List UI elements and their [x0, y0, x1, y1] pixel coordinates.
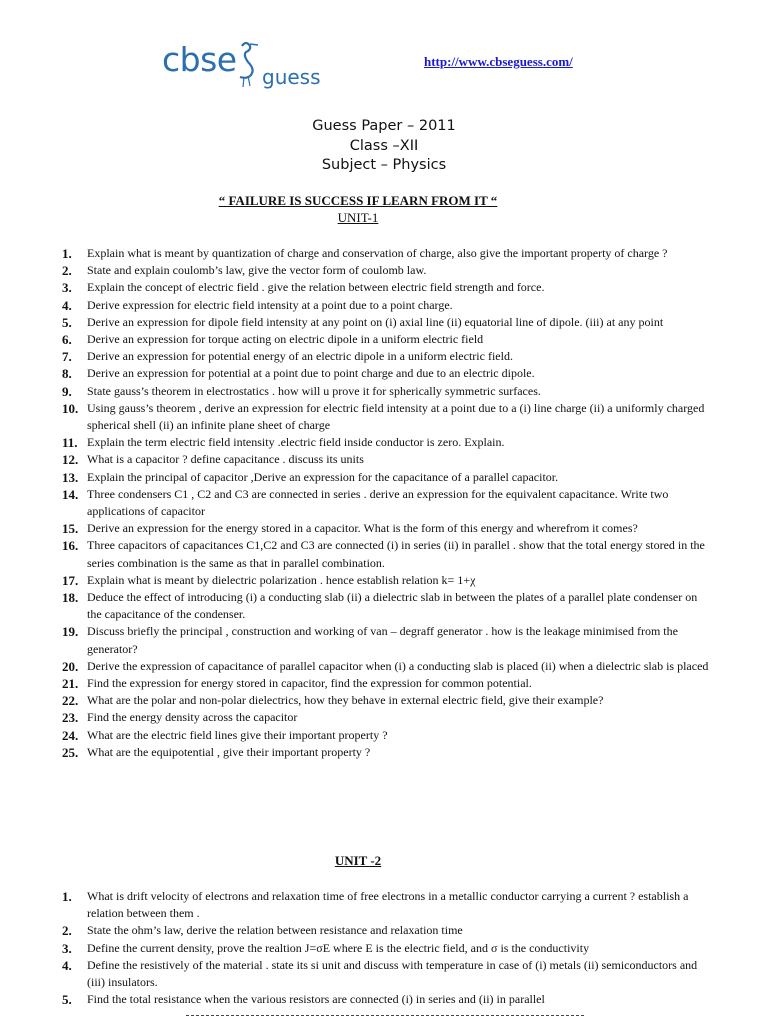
question-text: Derive the expression of capacitance of parallel capacitor when (i) a conducting slab is placed (ii) when a dielectric slab is placed [87, 658, 709, 673]
question-text: What are the electric field lines give their important property ? [87, 727, 388, 742]
question-item [62, 262, 712, 279]
question-text: Find the expression for energy stored in capacitor, find the expression for common potential. [87, 676, 532, 691]
question-number: 16. [62, 538, 79, 554]
question-text: Derive an expression for dipole field intensity at any point on (i) axial line (ii) equatorial line of dipole. (iii) at any point [87, 314, 664, 329]
question-text: Explain the principal of capacitor ,Derive an expression for the capacitance of a parallel capacitor. [87, 469, 559, 484]
question-text: Explain what is meant by quantization of charge and conservation of charge, also give the important property of charge ? [87, 246, 668, 260]
question-item [62, 537, 712, 571]
question-number: 5. [62, 992, 72, 1008]
question-item [62, 709, 712, 726]
question-number: 2. [62, 263, 72, 279]
question-item [62, 727, 712, 744]
unit-2-title: UNIT -2 [334, 853, 382, 868]
question-item [62, 623, 712, 657]
question-number: 7. [62, 349, 72, 365]
question-item [62, 520, 712, 537]
question-text: What are the polar and non-polar dielectrics, how they behave in external electric field, give their example? [87, 693, 604, 708]
question-item [62, 888, 712, 922]
question-number: 9. [62, 383, 72, 399]
question-item [62, 957, 712, 991]
question-text: What is a capacitor ? define capacitance . discuss its units [87, 452, 364, 467]
question-text: Explain the term electric field intensity .electric field inside conductor is zero. Explain. [87, 435, 505, 450]
question-item [62, 940, 712, 957]
question-number: 4. [62, 297, 72, 313]
question-text: Derive an expression for the energy stored in a capacitor. What is the form of this energy and wherefrom it comes? [87, 521, 638, 536]
question-text: Find the energy density across the capacitor [87, 710, 298, 725]
question-text: Derive an expression for torque acting on electric dipole in a uniform electric field [87, 332, 484, 347]
question-text: Deduce the effect of introducing (i) a conducting slab (ii) a dielectric slab in between the plates of a parallel plate condenser on the capacitance of the condenser. [87, 590, 698, 622]
unit-2-question-list [62, 888, 712, 1008]
question-number: 14. [62, 486, 79, 502]
question-item [62, 348, 712, 365]
logo-guess-text: guess [262, 65, 321, 89]
question-text: State the ohm’s law, derive the relation between resistance and relaxation time [87, 923, 463, 938]
question-number: 21. [62, 676, 79, 692]
question-number: 20. [62, 658, 79, 674]
question-number: 18. [62, 590, 79, 606]
question-item [62, 383, 712, 400]
question-number: 12. [62, 452, 79, 468]
question-item [62, 434, 712, 451]
question-text: What are the equipotential , give their important property ? [87, 744, 371, 759]
question-text: Discuss briefly the principal , construction and working of van – degraff generator . how is the leakage minimised from the generator? [87, 624, 678, 656]
question-text: Find the total resistance when the various resistors are connected (i) in series and (ii) in parallel [87, 992, 545, 1007]
question-item [62, 572, 712, 589]
question-item [62, 486, 712, 520]
question-number: 19. [62, 624, 79, 640]
question-number: 10. [62, 400, 79, 416]
question-number: 1. [62, 889, 72, 904]
question-number: 25. [62, 744, 79, 760]
question-number: 1. [62, 246, 72, 261]
question-text: Three condensers C1 , C2 and C3 are connected in series . derive an expression for the equivalent capacitance. Write two applications of capacitor [87, 486, 669, 519]
question-text: State gauss’s theorem in electrostatics . how will u prove it for spherically symmetric surfaces. [87, 383, 541, 398]
question-number: 13. [62, 469, 79, 485]
question-item [62, 922, 712, 939]
question-text: Derive an expression for potential at a point due to point charge and due to an electric dipole. [87, 366, 535, 381]
question-item [62, 658, 712, 675]
website-link[interactable]: http://www.cbseguess.com/ [424, 54, 573, 69]
question-number: 22. [62, 693, 79, 709]
question-item [62, 744, 712, 761]
question-item [62, 692, 712, 709]
question-text: Three capacitors of capacitances C1,C2 and C3 are connected (i) in series (ii) in parallel . show that the total energy stored in the series combination is the same as that in parallel combination. [87, 538, 705, 570]
question-number: 23. [62, 710, 79, 726]
logo-cbse-text: cbse [162, 40, 237, 79]
question-item [62, 469, 712, 486]
question-number: 24. [62, 727, 79, 743]
question-text: Derive expression for electric field intensity at a point due to a point charge. [87, 297, 453, 312]
question-number: 17. [62, 572, 79, 588]
question-number: 3. [62, 940, 72, 956]
question-number: 6. [62, 332, 72, 348]
question-item [62, 331, 712, 348]
question-number: 4. [62, 957, 72, 973]
question-text: What is drift velocity of electrons and relaxation time of free electrons in a metallic conductor carrying a current ? establish a relation between them . [87, 889, 689, 921]
question-text: Define the current density, prove the realtion J=σE where E is the electric field, and σ is the conductivity [87, 940, 590, 955]
question-text: Using gauss’s theorem , derive an expression for electric field intensity at a point due to a (i) line charge (ii) a uniformly charged spherical shell (ii) an infinite plane sheet of charge [87, 400, 705, 433]
question-text: Explain what is meant by dielectric polarization . hence establish relation k= 1+χ [87, 572, 476, 587]
question-text: Explain the concept of electric field . give the relation between electric field strength and force. [87, 280, 545, 295]
cbseguess-logo [160, 38, 330, 96]
unit-1-title: UNIT-1 [337, 210, 379, 225]
question-item [62, 991, 712, 1008]
paper-title: Guess Paper – 2011 [312, 118, 456, 134]
question-item [62, 365, 712, 382]
question-item [62, 245, 712, 262]
question-number: 3. [62, 280, 72, 296]
question-item [62, 314, 712, 331]
question-number: 8. [62, 366, 72, 382]
question-text: Derive an expression for potential energy of an electric dipole in a uniform electric field. [87, 349, 513, 364]
unit-1-question-list [62, 245, 712, 761]
question-item [62, 400, 712, 434]
question-item [62, 589, 712, 623]
question-item [62, 451, 712, 468]
question-item [62, 297, 712, 314]
motto: “ FAILURE IS SUCCESS IF LEARN FROM IT “ [218, 193, 498, 208]
question-number: 15. [62, 521, 79, 537]
footer-divider [186, 1015, 584, 1016]
class-title: Class –XII [349, 138, 419, 154]
question-text: State and explain coulomb’s law, give the vector form of coulomb law. [87, 263, 427, 278]
question-text: Define the resistively of the material . state its si unit and discuss with temperature in case of (i) metals (ii) semiconductors and (iii) insulators. [87, 957, 698, 990]
subject-title: Subject – Physics [321, 157, 447, 173]
question-number: 2. [62, 923, 72, 939]
question-item [62, 279, 712, 296]
question-number: 5. [62, 314, 72, 330]
question-number: 11. [62, 435, 78, 451]
question-item [62, 675, 712, 692]
